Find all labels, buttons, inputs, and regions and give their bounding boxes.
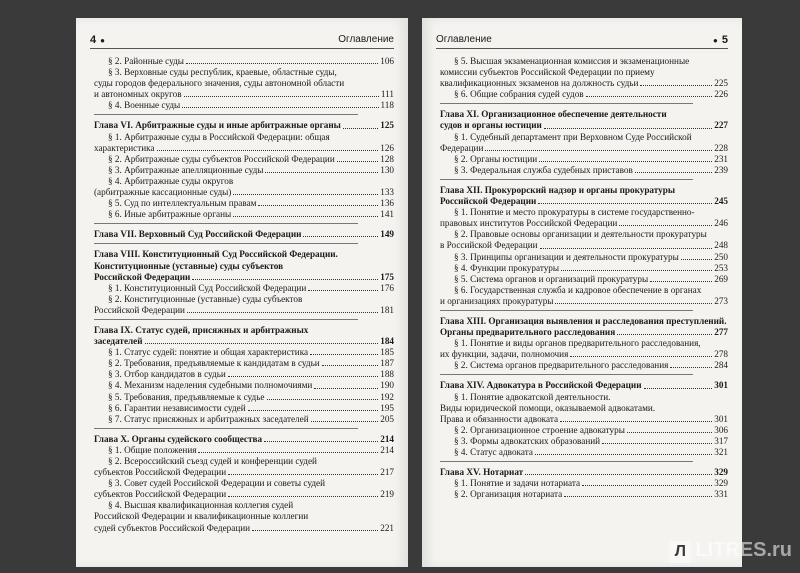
toc-section-entry[interactable] bbox=[440, 89, 728, 100]
toc-entry-title: Права и обязанности адвоката bbox=[440, 413, 559, 424]
section-divider bbox=[94, 428, 358, 429]
dot-leader bbox=[602, 443, 712, 444]
toc-chapter-entry[interactable] bbox=[94, 434, 394, 445]
toc-section-entry[interactable] bbox=[440, 349, 728, 360]
toc-section-entry[interactable] bbox=[94, 523, 394, 534]
toc-page-number: 192 bbox=[380, 391, 394, 402]
toc-page-number: 184 bbox=[380, 336, 394, 347]
toc-section-entry[interactable] bbox=[94, 294, 394, 305]
toc-page-number: 273 bbox=[714, 295, 728, 306]
toc-chapter-entry[interactable] bbox=[94, 229, 394, 240]
toc-page-number: 228 bbox=[714, 142, 728, 153]
toc-page-number: 185 bbox=[380, 347, 394, 358]
dot-leader bbox=[228, 474, 378, 475]
toc-entry-title: § 1. Понятие и виды органов предварительного расследования, bbox=[454, 338, 701, 349]
toc-section-entry[interactable] bbox=[440, 296, 728, 307]
toc-entry-title: § 1. Судебный департамент при Верховном Суде Российской bbox=[454, 131, 692, 142]
toc-entry-title: § 1. Конституционный Суд Российской Федерации bbox=[108, 282, 307, 293]
toc-section-entry[interactable] bbox=[94, 500, 394, 511]
toc-section-entry[interactable] bbox=[440, 489, 728, 500]
toc-page-number: 278 bbox=[714, 349, 728, 360]
toc-section-entry[interactable] bbox=[94, 89, 394, 100]
toc-page-number: 317 bbox=[714, 435, 728, 446]
toc-page-number: 176 bbox=[380, 282, 394, 293]
toc-entry-title: Российской Федерации bbox=[94, 271, 191, 282]
toc-entry-title: § 4. Статус адвоката bbox=[454, 447, 533, 457]
toc-entry-title: § 2. Требования, предъявляемые к кандидатам в судьи bbox=[108, 358, 320, 369]
toc-chapter-entry[interactable] bbox=[94, 325, 394, 336]
dot-leader bbox=[157, 150, 379, 151]
toc-entry-title: их функции, задачи, полномочия bbox=[440, 349, 569, 360]
bullet-icon: ● bbox=[100, 36, 105, 45]
toc-page-number: 227 bbox=[714, 120, 728, 131]
toc-entry-title: § 1. Понятие и задачи нотариата bbox=[454, 478, 581, 489]
toc-section-entry[interactable] bbox=[440, 414, 728, 425]
toc-page-number: 125 bbox=[380, 120, 394, 131]
dot-leader bbox=[540, 248, 713, 249]
toc-entry-title: § 3. Федеральная служба судебных приставов bbox=[454, 164, 633, 175]
dot-leader bbox=[182, 107, 378, 108]
section-divider bbox=[440, 179, 693, 180]
toc-page-number: 306 bbox=[714, 424, 728, 435]
toc-page-number: 106 bbox=[380, 56, 394, 66]
toc-entry-title: § 2. Правовые основы организации и деятельности прокуратуры bbox=[454, 229, 707, 240]
toc-section-entry[interactable] bbox=[94, 165, 394, 176]
left-page-header bbox=[90, 34, 394, 49]
toc-section-entry[interactable] bbox=[94, 132, 394, 143]
toc-right bbox=[440, 56, 728, 500]
dot-leader bbox=[570, 356, 712, 357]
toc-section-entry[interactable] bbox=[440, 207, 728, 218]
dot-leader bbox=[145, 343, 379, 344]
toc-page-number: 331 bbox=[714, 489, 728, 500]
dot-leader bbox=[310, 354, 378, 355]
toc-entry-title: § 5. Требования, предъявляемые к судье bbox=[108, 391, 265, 402]
litres-watermark bbox=[669, 539, 792, 563]
toc-section-entry[interactable] bbox=[94, 154, 394, 165]
toc-section-entry[interactable] bbox=[440, 478, 728, 489]
dot-leader bbox=[539, 161, 712, 162]
toc-page-number: 217 bbox=[380, 467, 394, 478]
toc-entry-title: Глава VIII. Конституционный Суд Российской Федерации. bbox=[94, 249, 338, 260]
toc-page-number: 225 bbox=[714, 78, 728, 89]
toc-page-number: 190 bbox=[380, 380, 394, 391]
toc-section-entry[interactable] bbox=[94, 369, 394, 380]
section-divider bbox=[94, 223, 358, 224]
dot-leader bbox=[525, 474, 712, 475]
toc-entry-title: субъектов Российской Федерации bbox=[94, 489, 227, 500]
toc-entry-title: § 6. Иные арбитражные органы bbox=[108, 209, 232, 220]
dot-leader bbox=[555, 303, 712, 304]
toc-entry-title: § 4. Арбитражные суды округов bbox=[108, 175, 234, 186]
toc-page-number: 195 bbox=[380, 402, 394, 413]
toc-page-number: 245 bbox=[714, 196, 728, 207]
toc-section-entry[interactable] bbox=[94, 358, 394, 369]
toc-entry-title: § 2. Организационное строение адвокатуры bbox=[454, 424, 625, 435]
toc-entry-title: § 6. Гарантии независимости судей bbox=[108, 402, 246, 413]
toc-entry-title: Российской Федерации bbox=[440, 196, 537, 207]
toc-section-entry[interactable] bbox=[440, 67, 728, 78]
dot-leader bbox=[485, 150, 712, 151]
toc-section-entry[interactable] bbox=[440, 425, 728, 436]
toc-entry-title: § 1. Общие положения bbox=[108, 444, 197, 455]
section-divider bbox=[94, 114, 358, 115]
toc-entry-title: § 2. Арбитражные суды субъектов Российской Федерации bbox=[108, 153, 335, 164]
toc-entry-title: § 3. Принципы организации и деятельности прокуратуры bbox=[454, 251, 679, 262]
toc-entry-title: заседателей bbox=[94, 336, 143, 347]
toc-section-entry[interactable] bbox=[94, 414, 394, 425]
litres-logo-icon: Л bbox=[669, 541, 691, 563]
dot-leader bbox=[564, 496, 712, 497]
toc-entry-title: Глава XIV. Адвокатура в Российской Федерации bbox=[440, 380, 642, 391]
toc-entry-title: Российской Федерации bbox=[94, 304, 185, 315]
toc-entry-title: § 3. Отбор кандидатов в судьи bbox=[108, 369, 226, 380]
toc-page-number: 133 bbox=[380, 187, 394, 198]
toc-page-number: 175 bbox=[380, 271, 394, 282]
dot-leader bbox=[233, 216, 378, 217]
toc-page-number: 219 bbox=[380, 489, 394, 500]
toc-section-entry[interactable] bbox=[94, 347, 394, 358]
dot-leader bbox=[186, 63, 378, 64]
dot-leader bbox=[187, 312, 378, 313]
toc-entry-title: § 1. Понятие адвокатской деятельности. bbox=[454, 391, 611, 402]
section-divider bbox=[440, 461, 693, 462]
toc-section-entry[interactable] bbox=[94, 100, 394, 111]
toc-page-number: 246 bbox=[714, 218, 728, 229]
toc-page-number: 141 bbox=[380, 209, 394, 220]
dot-leader bbox=[650, 281, 712, 282]
toc-entry-title: характеристика bbox=[94, 142, 155, 153]
toc-entry-title: § 2. Районные суды bbox=[108, 56, 184, 66]
toc-entry-title: § 5. Суд по интеллектуальным правам bbox=[108, 198, 257, 209]
toc-entry-title: Конституционные (уставные) суды субъектов bbox=[94, 260, 284, 271]
toc-chapter-entry[interactable] bbox=[440, 316, 728, 327]
dot-leader bbox=[538, 203, 712, 204]
toc-section-entry[interactable] bbox=[94, 511, 394, 522]
toc-section-entry[interactable] bbox=[440, 274, 728, 285]
toc-entry-title: Виды юридической помощи, оказываемой адвокатами. bbox=[440, 402, 656, 413]
toc-section-entry[interactable] bbox=[94, 489, 394, 500]
toc-page-number: 269 bbox=[714, 273, 728, 284]
toc-entry-title: судей субъектов Российской Федерации bbox=[94, 522, 251, 533]
toc-entry-title: § 4. Высшая квалификационная коллегия судей bbox=[108, 500, 294, 511]
toc-page-number: 187 bbox=[380, 358, 394, 369]
toc-entry-title: суды городов федерального значения, суды автономной области bbox=[94, 78, 345, 89]
page-number: 5 bbox=[721, 34, 728, 46]
toc-chapter-entry[interactable] bbox=[94, 261, 394, 272]
toc-entry-title: § 2. Конституционные (уставные) суды субъектов bbox=[108, 293, 303, 304]
dot-leader bbox=[561, 270, 712, 271]
toc-entry-title: субъектов Российской Федерации bbox=[94, 467, 227, 478]
toc-entry-title: Российской Федерации и квалификационные коллегии bbox=[94, 511, 309, 522]
toc-section-entry[interactable] bbox=[94, 283, 394, 294]
toc-page-number: 130 bbox=[380, 164, 394, 175]
dot-leader bbox=[619, 225, 712, 226]
toc-entry-title: § 1. Арбитражные суды в Российской Федерации: общая bbox=[108, 131, 330, 142]
toc-section-entry[interactable] bbox=[94, 209, 394, 220]
toc-section-entry[interactable] bbox=[94, 305, 394, 316]
toc-page-number: 128 bbox=[380, 153, 394, 164]
dot-leader bbox=[228, 376, 378, 377]
toc-section-entry[interactable] bbox=[440, 436, 728, 447]
dot-leader bbox=[265, 172, 378, 173]
toc-entry-title: Федерации bbox=[440, 142, 484, 153]
toc-entry-title: Глава X. Органы судейского сообщества bbox=[94, 433, 263, 444]
toc-page-number: 329 bbox=[714, 478, 728, 489]
toc-entry-title: § 3. Верховные суды республик, краевые, областные суды, bbox=[108, 67, 337, 78]
toc-page-number: 214 bbox=[380, 433, 394, 444]
toc-page-number: 226 bbox=[714, 89, 728, 100]
toc-page-number: 111 bbox=[380, 89, 394, 100]
dot-leader bbox=[308, 290, 378, 291]
toc-page-number: 221 bbox=[380, 522, 394, 533]
toc-page-number: 277 bbox=[714, 327, 728, 338]
toc-entry-title: § 2. Система органов предварительного расследования bbox=[454, 360, 669, 371]
toc-section-entry[interactable] bbox=[440, 143, 728, 154]
toc-section-entry[interactable] bbox=[94, 198, 394, 209]
toc-section-entry[interactable] bbox=[440, 252, 728, 263]
toc-chapter-entry[interactable] bbox=[94, 120, 394, 131]
toc-page-number: 250 bbox=[714, 251, 728, 262]
toc-section-entry[interactable] bbox=[94, 78, 394, 89]
toc-section-entry[interactable] bbox=[94, 56, 394, 67]
toc-entry-title: Глава XIII. Организация выявления и расследования преступлений. bbox=[440, 315, 727, 326]
toc-entry-title: § 5. Система органов и организаций прокуратуры bbox=[454, 273, 649, 284]
dot-leader bbox=[644, 388, 713, 389]
dot-leader bbox=[311, 421, 379, 422]
dot-leader bbox=[267, 399, 379, 400]
toc-page-number: 118 bbox=[380, 100, 394, 111]
toc-section-entry[interactable] bbox=[94, 187, 394, 198]
toc-chapter-entry[interactable] bbox=[440, 109, 728, 120]
section-divider bbox=[440, 103, 693, 104]
toc-section-entry[interactable] bbox=[440, 447, 728, 458]
dot-leader bbox=[640, 85, 712, 86]
toc-section-entry[interactable] bbox=[94, 467, 394, 478]
toc-entry-title: § 5. Высшая экзаменационная комиссия и экзаменационные bbox=[454, 56, 690, 66]
dot-leader bbox=[337, 161, 378, 162]
toc-entry-title: § 6. Общие собрания судей судов bbox=[454, 89, 584, 100]
toc-entry-title: комиссии субъектов Российской Федерации по приему bbox=[440, 67, 655, 78]
dot-leader bbox=[560, 421, 712, 422]
toc-entry-title: Глава XII. Прокурорский надзор и органы прокуратуры bbox=[440, 184, 676, 195]
right-page-header bbox=[436, 34, 728, 49]
dot-leader bbox=[248, 410, 379, 411]
dot-leader bbox=[303, 236, 378, 237]
toc-section-entry[interactable] bbox=[94, 478, 394, 489]
toc-section-entry[interactable] bbox=[440, 338, 728, 349]
dot-leader bbox=[627, 432, 712, 433]
toc-section-entry[interactable] bbox=[440, 165, 728, 176]
toc-section-entry[interactable] bbox=[440, 285, 728, 296]
toc-page-number: 231 bbox=[714, 153, 728, 164]
toc-entry-title: и организациях прокуратуры bbox=[440, 295, 554, 306]
right-page bbox=[422, 18, 742, 567]
toc-page-number: 253 bbox=[714, 262, 728, 273]
toc-entry-title: § 2. Организация нотариата bbox=[454, 489, 563, 500]
toc-page-number: 126 bbox=[380, 142, 394, 153]
toc-chapter-entry[interactable] bbox=[440, 185, 728, 196]
toc-entry-title: § 3. Арбитражные апелляционные суды bbox=[108, 164, 264, 175]
section-divider bbox=[94, 243, 358, 244]
dot-leader bbox=[228, 496, 378, 497]
toc-entry-title: правовых институтов Российской Федерации bbox=[440, 218, 618, 229]
toc-page-number: 188 bbox=[380, 369, 394, 380]
dot-leader bbox=[343, 128, 378, 129]
section-divider bbox=[94, 319, 358, 320]
toc-page-number: 301 bbox=[714, 380, 728, 391]
watermark-text: LITRES.ru bbox=[695, 539, 792, 561]
toc-entry-title: и автономных округов bbox=[94, 89, 182, 100]
toc-entry-title: в Российской Федерации bbox=[440, 240, 538, 251]
toc-entry-title: § 3. Формы адвокатских образований bbox=[454, 435, 601, 446]
toc-entry-title: Глава VI. Арбитражные суды и иные арбитражные органы bbox=[94, 120, 341, 131]
toc-entry-title: § 4. Функции прокуратуры bbox=[454, 262, 560, 273]
toc-section-entry[interactable] bbox=[94, 456, 394, 467]
dot-leader bbox=[314, 388, 378, 389]
running-title: Оглавление bbox=[338, 34, 394, 45]
toc-chapter-entry[interactable] bbox=[440, 196, 728, 207]
toc-page-number: 205 bbox=[380, 413, 394, 424]
toc-page-number: 136 bbox=[380, 198, 394, 209]
toc-chapter-entry[interactable] bbox=[440, 120, 728, 131]
toc-chapter-entry[interactable] bbox=[94, 272, 394, 283]
toc-entry-title: Органы предварительного расследования bbox=[440, 327, 616, 338]
toc-chapter-entry[interactable] bbox=[440, 467, 728, 478]
toc-section-entry[interactable] bbox=[94, 392, 394, 403]
dot-leader bbox=[681, 259, 712, 260]
dot-leader bbox=[582, 485, 712, 486]
toc-entry-title: Глава VII. Верховный Суд Российской Федерации bbox=[94, 229, 302, 240]
dot-leader bbox=[198, 452, 378, 453]
toc-entry-title: § 6. Государственная служба и кадровое обеспечение в органах bbox=[454, 284, 702, 295]
dot-leader bbox=[233, 194, 378, 195]
toc-entry-title: § 1. Статус судей: понятие и общая характеристика bbox=[108, 347, 309, 358]
toc-chapter-entry[interactable] bbox=[94, 336, 394, 347]
toc-entry-title: квалификационных экзаменов на должность судьи bbox=[440, 78, 639, 89]
toc-section-entry[interactable] bbox=[94, 67, 394, 78]
toc-entry-title: § 4. Механизм наделения судебными полномочиями bbox=[108, 380, 313, 391]
toc-section-entry[interactable] bbox=[94, 380, 394, 391]
dot-leader bbox=[586, 96, 713, 97]
toc-page-number: 214 bbox=[380, 444, 394, 455]
toc-section-entry[interactable] bbox=[440, 56, 728, 67]
toc-section-entry[interactable] bbox=[440, 132, 728, 143]
toc-section-entry[interactable] bbox=[94, 176, 394, 187]
toc-chapter-entry[interactable] bbox=[440, 327, 728, 338]
toc-entry-title: § 3. Совет судей Российской Федерации и советы судей bbox=[108, 478, 326, 489]
toc-left bbox=[94, 56, 394, 534]
toc-page-number: 301 bbox=[714, 413, 728, 424]
toc-entry-title: § 1. Понятие и место прокуратуры в системе государственно- bbox=[454, 207, 695, 218]
toc-page-number: 329 bbox=[714, 467, 728, 478]
toc-section-entry[interactable] bbox=[440, 154, 728, 165]
dot-leader bbox=[544, 128, 712, 129]
dot-leader bbox=[252, 530, 378, 531]
toc-page-number: 284 bbox=[714, 360, 728, 371]
toc-section-entry[interactable] bbox=[440, 360, 728, 371]
toc-entry-title: Глава IX. Статус судей, присяжных и арбитражных bbox=[94, 324, 309, 335]
section-divider bbox=[440, 374, 693, 375]
toc-section-entry[interactable] bbox=[440, 240, 728, 251]
toc-entry-title: Глава XI. Организационное обеспечение деятельности bbox=[440, 109, 667, 120]
toc-section-entry[interactable] bbox=[94, 403, 394, 414]
dot-leader bbox=[184, 96, 379, 97]
toc-page-number: 149 bbox=[380, 229, 394, 240]
toc-page-number: 248 bbox=[714, 240, 728, 251]
dot-leader bbox=[264, 441, 378, 442]
toc-section-entry[interactable] bbox=[440, 263, 728, 274]
toc-entry-title: судов и органы юстиции bbox=[440, 120, 542, 131]
dot-leader bbox=[322, 365, 379, 366]
dot-leader bbox=[258, 205, 378, 206]
running-title: Оглавление bbox=[436, 34, 492, 45]
section-divider bbox=[440, 310, 693, 311]
left-page bbox=[76, 18, 408, 567]
toc-entry-title: § 7. Статус присяжных и арбитражных заседателей bbox=[108, 413, 309, 424]
toc-entry-title: § 2. Органы юстиции bbox=[454, 153, 538, 164]
toc-section-entry[interactable] bbox=[440, 229, 728, 240]
toc-page-number: 239 bbox=[714, 164, 728, 175]
toc-section-entry[interactable] bbox=[94, 143, 394, 154]
dot-leader bbox=[635, 172, 712, 173]
toc-section-entry[interactable] bbox=[94, 445, 394, 456]
dot-leader bbox=[670, 367, 712, 368]
toc-entry-title: Глава XV. Нотариат bbox=[440, 467, 524, 478]
page-number: 4 bbox=[90, 34, 97, 46]
toc-page-number: 181 bbox=[380, 304, 394, 315]
dot-leader bbox=[192, 279, 378, 280]
dot-leader bbox=[535, 454, 712, 455]
toc-section-entry[interactable] bbox=[440, 403, 728, 414]
toc-entry-title: (арбитражные кассационные суды) bbox=[94, 187, 232, 198]
toc-chapter-entry[interactable] bbox=[94, 249, 394, 260]
bullet-icon: ● bbox=[713, 36, 718, 45]
toc-section-entry[interactable] bbox=[440, 218, 728, 229]
toc-entry-title: § 4. Военные суды bbox=[108, 100, 181, 111]
dot-leader bbox=[617, 334, 712, 335]
toc-section-entry[interactable] bbox=[440, 392, 728, 403]
toc-section-entry[interactable] bbox=[440, 78, 728, 89]
toc-chapter-entry[interactable] bbox=[440, 380, 728, 391]
toc-page-number: 321 bbox=[714, 447, 728, 457]
toc-entry-title: § 2. Всероссийский съезд судей и конференции судей bbox=[108, 456, 317, 466]
